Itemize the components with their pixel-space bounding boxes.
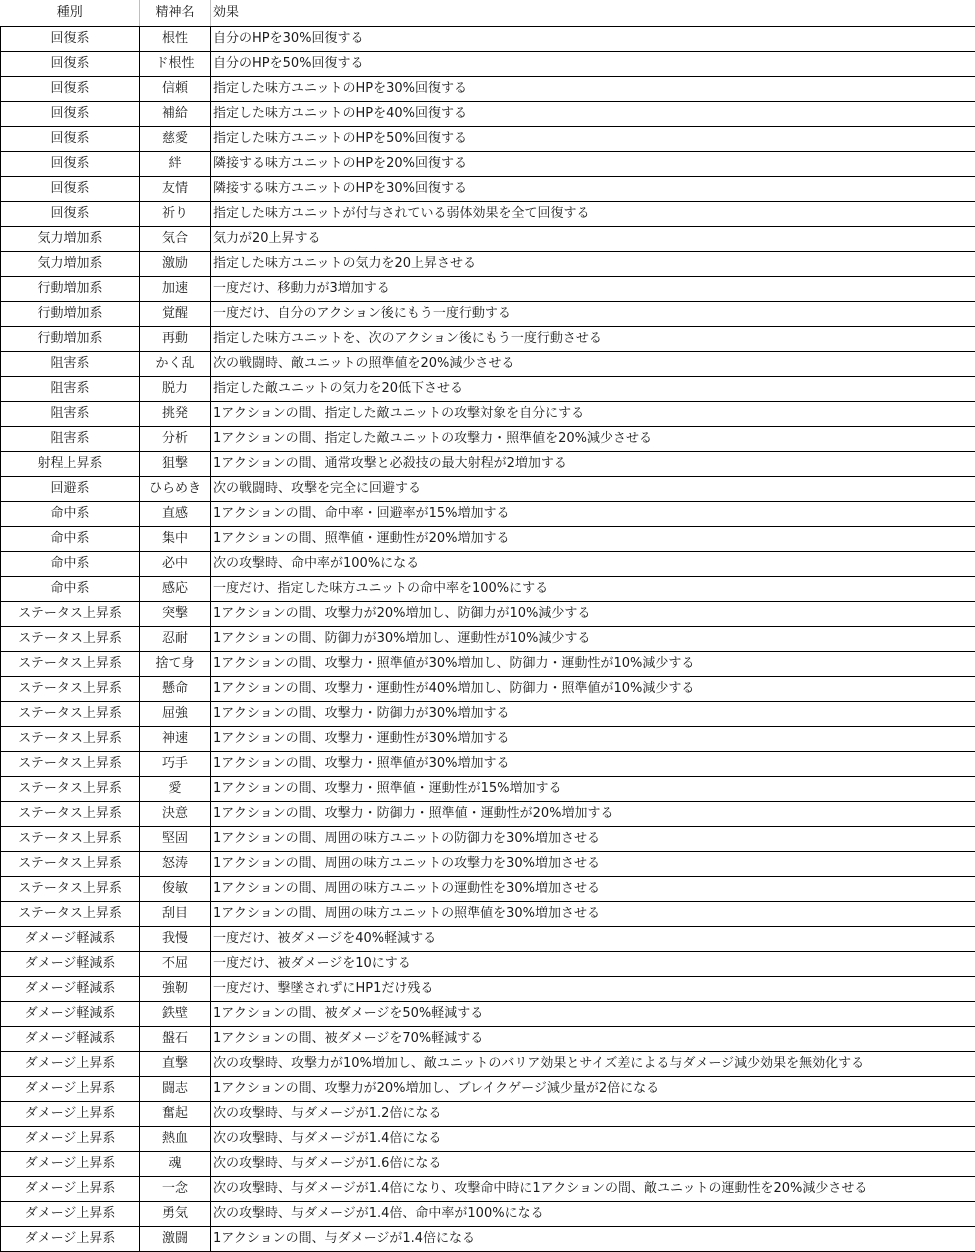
effect-cell: 1アクションの間、周囲の味方ユニットの攻撃力を30%増加させる xyxy=(211,851,975,876)
name-cell: 一念 xyxy=(140,1176,211,1201)
name-cell: 覚醒 xyxy=(140,301,211,326)
name-cell: 神速 xyxy=(140,726,211,751)
table-row xyxy=(1,1026,975,1051)
type-cell: ダメージ上昇系 xyxy=(1,1126,140,1151)
type-cell: 阻害系 xyxy=(1,351,140,376)
name-cell: 俊敏 xyxy=(140,876,211,901)
name-cell: 挑発 xyxy=(140,401,211,426)
table-row xyxy=(1,1151,975,1176)
effect-cell: 1アクションの間、攻撃力・防御力が30%増加する xyxy=(211,701,975,726)
name-cell: かく乱 xyxy=(140,351,211,376)
effect-cell: 一度だけ、移動力が3増加する xyxy=(211,276,975,301)
type-cell: ステータス上昇系 xyxy=(1,776,140,801)
effect-cell: 1アクションの間、周囲の味方ユニットの防御力を30%増加させる xyxy=(211,826,975,851)
name-cell: 突撃 xyxy=(140,601,211,626)
type-cell: ステータス上昇系 xyxy=(1,626,140,651)
type-cell: ステータス上昇系 xyxy=(1,651,140,676)
type-cell: ダメージ軽減系 xyxy=(1,926,140,951)
name-cell: 巧手 xyxy=(140,751,211,776)
table-row xyxy=(1,676,975,701)
type-cell: ステータス上昇系 xyxy=(1,701,140,726)
table-row xyxy=(1,926,975,951)
type-cell: 回復系 xyxy=(1,201,140,226)
name-cell: 集中 xyxy=(140,526,211,551)
table-row xyxy=(1,226,975,251)
type-cell: 命中系 xyxy=(1,501,140,526)
effect-cell: 次の攻撃時、命中率が100%になる xyxy=(211,551,975,576)
effect-cell: 1アクションの間、攻撃力・照準値が30%増加し、防御力・運動性が10%減少する xyxy=(211,651,975,676)
effect-cell: 気力が20上昇する xyxy=(211,226,975,251)
table-row xyxy=(1,1126,975,1151)
name-cell: 再動 xyxy=(140,326,211,351)
effect-cell: 指定した敵ユニットの気力を20低下させる xyxy=(211,376,975,401)
effect-cell: 1アクションの間、与ダメージが1.4倍になる xyxy=(211,1226,975,1251)
name-cell: 根性 xyxy=(140,26,211,51)
table-row xyxy=(1,601,975,626)
type-cell: 回復系 xyxy=(1,126,140,151)
effect-cell: 1アクションの間、被ダメージを50%軽減する xyxy=(211,1001,975,1026)
type-cell: 行動増加系 xyxy=(1,326,140,351)
name-cell: 友情 xyxy=(140,176,211,201)
effect-cell: 一度だけ、自分のアクション後にもう一度行動する xyxy=(211,301,975,326)
type-cell: ステータス上昇系 xyxy=(1,851,140,876)
type-cell: 命中系 xyxy=(1,551,140,576)
table-row xyxy=(1,651,975,676)
effect-cell: 指定した味方ユニットの気力を20上昇させる xyxy=(211,251,975,276)
effect-cell: 次の攻撃時、与ダメージが1.4倍になる xyxy=(211,1126,975,1151)
type-cell: 阻害系 xyxy=(1,426,140,451)
effect-cell: 隣接する味方ユニットのHPを20%回復する xyxy=(211,151,975,176)
table-row xyxy=(1,26,975,51)
header-type: 種別 xyxy=(1,0,140,26)
name-cell: 愛 xyxy=(140,776,211,801)
effect-cell: 次の攻撃時、攻撃力が10%増加し、敵ユニットのバリア効果とサイズ差による与ダメージ減少効果を無効化する xyxy=(211,1051,975,1076)
name-cell: 感応 xyxy=(140,576,211,601)
type-cell: 行動増加系 xyxy=(1,301,140,326)
effect-cell: 1アクションの間、攻撃力・照準値・運動性が15%増加する xyxy=(211,776,975,801)
type-cell: 回復系 xyxy=(1,101,140,126)
type-cell: ステータス上昇系 xyxy=(1,876,140,901)
effect-cell: 次の攻撃時、与ダメージが1.4倍、命中率が100%になる xyxy=(211,1201,975,1226)
type-cell: 気力増加系 xyxy=(1,226,140,251)
name-cell: 魂 xyxy=(140,1151,211,1176)
type-cell: 命中系 xyxy=(1,576,140,601)
name-cell: 刮目 xyxy=(140,901,211,926)
effect-cell: 1アクションの間、攻撃力が20%増加し、防御力が10%減少する xyxy=(211,601,975,626)
table-row xyxy=(1,501,975,526)
type-cell: ダメージ軽減系 xyxy=(1,976,140,1001)
effect-cell: 1アクションの間、防御力が30%増加し、運動性が10%減少する xyxy=(211,626,975,651)
type-cell: 回復系 xyxy=(1,151,140,176)
table-row xyxy=(1,1226,975,1251)
name-cell: 強靭 xyxy=(140,976,211,1001)
type-cell: ステータス上昇系 xyxy=(1,751,140,776)
name-cell: 激闘 xyxy=(140,1226,211,1251)
table-row xyxy=(1,76,975,101)
type-cell: ダメージ上昇系 xyxy=(1,1201,140,1226)
type-cell: ステータス上昇系 xyxy=(1,801,140,826)
table-row xyxy=(1,576,975,601)
table-row xyxy=(1,976,975,1001)
type-cell: ダメージ上昇系 xyxy=(1,1226,140,1251)
table-row xyxy=(1,776,975,801)
name-cell: 鉄壁 xyxy=(140,1001,211,1026)
effect-cell: 1アクションの間、周囲の味方ユニットの運動性を30%増加させる xyxy=(211,876,975,901)
effect-cell: 1アクションの間、通常攻撃と必殺技の最大射程が2増加する xyxy=(211,451,975,476)
table-row xyxy=(1,701,975,726)
type-cell: 回復系 xyxy=(1,26,140,51)
type-cell: ダメージ上昇系 xyxy=(1,1101,140,1126)
name-cell: 直撃 xyxy=(140,1051,211,1076)
effect-cell: 1アクションの間、攻撃力・運動性が30%増加する xyxy=(211,726,975,751)
name-cell: 補給 xyxy=(140,101,211,126)
type-cell: 射程上昇系 xyxy=(1,451,140,476)
table-row xyxy=(1,901,975,926)
type-cell: ステータス上昇系 xyxy=(1,726,140,751)
type-cell: 回復系 xyxy=(1,51,140,76)
table-row xyxy=(1,801,975,826)
type-cell: 回復系 xyxy=(1,76,140,101)
effect-cell: 一度だけ、指定した味方ユニットの命中率を100%にする xyxy=(211,576,975,601)
name-cell: 奮起 xyxy=(140,1101,211,1126)
name-cell: 絆 xyxy=(140,151,211,176)
effect-cell: 1アクションの間、被ダメージを70%軽減する xyxy=(211,1026,975,1051)
type-cell: ダメージ軽減系 xyxy=(1,1026,140,1051)
type-cell: ダメージ上昇系 xyxy=(1,1151,140,1176)
header-row xyxy=(1,0,975,26)
type-cell: 命中系 xyxy=(1,526,140,551)
name-cell: 勇気 xyxy=(140,1201,211,1226)
name-cell: 激励 xyxy=(140,251,211,276)
name-cell: 堅固 xyxy=(140,826,211,851)
table-row xyxy=(1,826,975,851)
table-row xyxy=(1,451,975,476)
table-row xyxy=(1,876,975,901)
table-row xyxy=(1,526,975,551)
type-cell: 行動増加系 xyxy=(1,276,140,301)
table-row xyxy=(1,51,975,76)
name-cell: 信頼 xyxy=(140,76,211,101)
header-effect: 効果 xyxy=(211,0,975,26)
effect-cell: 1アクションの間、照準値・運動性が20%増加する xyxy=(211,526,975,551)
name-cell: ド根性 xyxy=(140,51,211,76)
table-row xyxy=(1,951,975,976)
name-cell: 分析 xyxy=(140,426,211,451)
name-cell: 祈り xyxy=(140,201,211,226)
name-cell: 怒涛 xyxy=(140,851,211,876)
table-row xyxy=(1,301,975,326)
table-row xyxy=(1,251,975,276)
effect-cell: 指定した味方ユニットのHPを40%回復する xyxy=(211,101,975,126)
type-cell: 気力増加系 xyxy=(1,251,140,276)
name-cell: 捨て身 xyxy=(140,651,211,676)
effect-cell: 指定した味方ユニットのHPを50%回復する xyxy=(211,126,975,151)
effect-cell: 一度だけ、被ダメージを10にする xyxy=(211,951,975,976)
type-cell: ダメージ上昇系 xyxy=(1,1051,140,1076)
type-cell: ダメージ上昇系 xyxy=(1,1176,140,1201)
name-cell: 慈愛 xyxy=(140,126,211,151)
table-row xyxy=(1,1076,975,1101)
table-row xyxy=(1,201,975,226)
effect-cell: 1アクションの間、周囲の味方ユニットの照準値を30%増加させる xyxy=(211,901,975,926)
effect-cell: 自分のHPを30%回復する xyxy=(211,26,975,51)
table-row xyxy=(1,1176,975,1201)
name-cell: 直感 xyxy=(140,501,211,526)
name-cell: 脱力 xyxy=(140,376,211,401)
table-row xyxy=(1,151,975,176)
effect-cell: 1アクションの間、指定した敵ユニットの攻撃対象を自分にする xyxy=(211,401,975,426)
effect-cell: 次の戦闘時、敵ユニットの照準値を20%減少させる xyxy=(211,351,975,376)
name-cell: 決意 xyxy=(140,801,211,826)
name-cell: 闘志 xyxy=(140,1076,211,1101)
effect-cell: 指定した味方ユニットのHPを30%回復する xyxy=(211,76,975,101)
effect-cell: 一度だけ、撃墜されずにHP1だけ残る xyxy=(211,976,975,1001)
type-cell: 回避系 xyxy=(1,476,140,501)
type-cell: ステータス上昇系 xyxy=(1,826,140,851)
table-row xyxy=(1,351,975,376)
name-cell: 狙撃 xyxy=(140,451,211,476)
effect-cell: 次の戦闘時、攻撃を完全に回避する xyxy=(211,476,975,501)
table-row xyxy=(1,276,975,301)
name-cell: 我慢 xyxy=(140,926,211,951)
effect-cell: 1アクションの間、指定した敵ユニットの攻撃力・照準値を20%減少させる xyxy=(211,426,975,451)
type-cell: ステータス上昇系 xyxy=(1,901,140,926)
effect-cell: 指定した味方ユニットが付与されている弱体効果を全て回復する xyxy=(211,201,975,226)
table-row xyxy=(1,1051,975,1076)
table-row xyxy=(1,401,975,426)
table-row xyxy=(1,326,975,351)
effect-cell: 次の攻撃時、与ダメージが1.2倍になる xyxy=(211,1101,975,1126)
name-cell: 加速 xyxy=(140,276,211,301)
name-cell: 気合 xyxy=(140,226,211,251)
table-row xyxy=(1,626,975,651)
table-row xyxy=(1,426,975,451)
table-row xyxy=(1,126,975,151)
name-cell: ひらめき xyxy=(140,476,211,501)
table-row xyxy=(1,851,975,876)
type-cell: ダメージ軽減系 xyxy=(1,951,140,976)
table-row xyxy=(1,376,975,401)
type-cell: 回復系 xyxy=(1,176,140,201)
type-cell: ステータス上昇系 xyxy=(1,676,140,701)
table-row xyxy=(1,751,975,776)
table-row xyxy=(1,726,975,751)
effect-cell: 1アクションの間、攻撃力・運動性が40%増加し、防御力・照準値が10%減少する xyxy=(211,676,975,701)
effect-cell: 指定した味方ユニットを、次のアクション後にもう一度行動させる xyxy=(211,326,975,351)
effect-cell: 隣接する味方ユニットのHPを30%回復する xyxy=(211,176,975,201)
table-row xyxy=(1,1001,975,1026)
effect-cell: 1アクションの間、攻撃力が20%増加し、ブレイクゲージ減少量が2倍になる xyxy=(211,1076,975,1101)
header-name: 精神名 xyxy=(140,0,211,26)
table-row xyxy=(1,1201,975,1226)
table-row xyxy=(1,476,975,501)
type-cell: ステータス上昇系 xyxy=(1,601,140,626)
type-cell: ダメージ上昇系 xyxy=(1,1076,140,1101)
effect-cell: 次の攻撃時、与ダメージが1.6倍になる xyxy=(211,1151,975,1176)
name-cell: 屈強 xyxy=(140,701,211,726)
name-cell: 忍耐 xyxy=(140,626,211,651)
effect-cell: 自分のHPを50%回復する xyxy=(211,51,975,76)
name-cell: 必中 xyxy=(140,551,211,576)
effect-cell: 次の攻撃時、与ダメージが1.4倍になり、攻撃命中時に1アクションの間、敵ユニットの運動性を20%減少させる xyxy=(211,1176,975,1201)
type-cell: ダメージ軽減系 xyxy=(1,1001,140,1026)
table-row xyxy=(1,101,975,126)
effect-cell: 1アクションの間、攻撃力・照準値が30%増加する xyxy=(211,751,975,776)
name-cell: 盤石 xyxy=(140,1026,211,1051)
name-cell: 不屈 xyxy=(140,951,211,976)
table-row xyxy=(1,1101,975,1126)
name-cell: 懸命 xyxy=(140,676,211,701)
table-row xyxy=(1,176,975,201)
type-cell: 阻害系 xyxy=(1,376,140,401)
effect-cell: 1アクションの間、命中率・回避率が15%増加する xyxy=(211,501,975,526)
effect-cell: 1アクションの間、攻撃力・防御力・照準値・運動性が20%増加する xyxy=(211,801,975,826)
name-cell: 熱血 xyxy=(140,1126,211,1151)
type-cell: 阻害系 xyxy=(1,401,140,426)
effect-cell: 一度だけ、被ダメージを40%軽減する xyxy=(211,926,975,951)
table-row xyxy=(1,551,975,576)
